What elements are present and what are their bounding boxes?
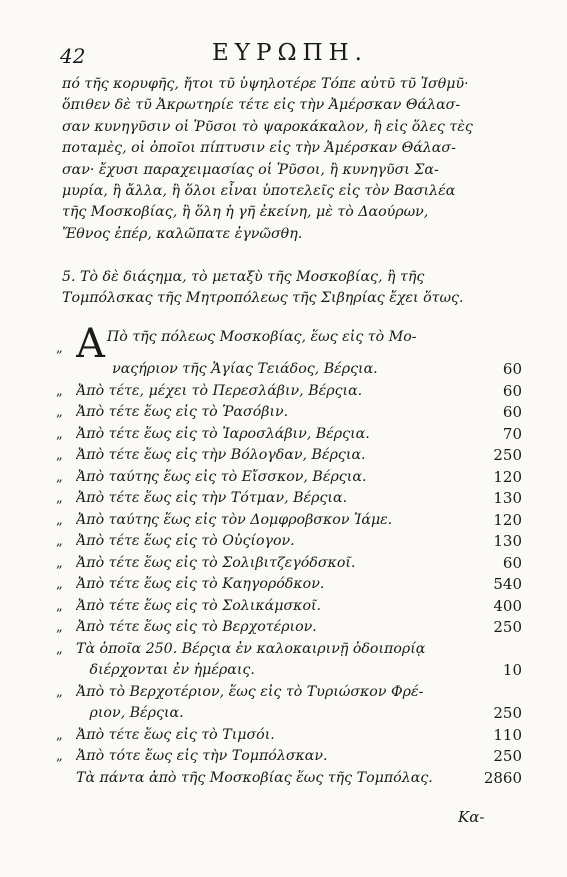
route-description: Ἀπὸ τέτε ἕως εἰς τὸ Τιμσόι. (76, 726, 275, 743)
route-text (76, 746, 476, 768)
itinerary-row (56, 596, 522, 618)
versts-value: 250 (493, 446, 522, 464)
route-text (76, 660, 476, 682)
versts-value: 250 (493, 747, 522, 765)
itinerary-row (56, 617, 522, 639)
prose-line: ὅπιθεν δὲ τῦ Ἀκρωτηρίε τέτε εἰς τὴν Ἀμέρσκαν Θάλασ- (62, 97, 461, 114)
versts-value: 60 (502, 403, 522, 421)
quote-mark: „ (56, 727, 63, 743)
quote-mark: „ (56, 340, 63, 356)
versts-value: 400 (493, 596, 522, 615)
quote-mark: „ (56, 512, 63, 528)
itinerary-row (56, 402, 522, 424)
itinerary-row (56, 381, 522, 403)
prose-line: σαν κυνηγῦσιν οἱ Ῥῦσοι τὸ ψαροκάκαλον, ἢ εἰς ὅλες τὲς (62, 118, 473, 135)
route-text (76, 488, 476, 510)
route-text (76, 402, 476, 424)
versts-value: 120 (493, 467, 522, 486)
versts-value: 60 (502, 553, 522, 572)
route-text (76, 639, 476, 661)
itinerary-row (56, 660, 522, 682)
quote-mark: „ (56, 555, 63, 571)
route-description: Ἀπὸ τέτε ἕως εἰς τὴν Βόλογδαν, Βέρςια. (76, 447, 366, 463)
quote-mark: „ (56, 491, 63, 506)
route-text (76, 596, 476, 618)
route-text (76, 467, 476, 489)
drop-cap: Α (76, 327, 105, 359)
route-description: Ἀπὸ τὸ Βερχοτέριον, ἕως εἰς τὸ Τυριώσκον Φρέ- (76, 683, 424, 700)
route-text (76, 327, 476, 359)
itinerary-row (56, 445, 522, 467)
heading-line: 5. Τὸ δὲ διάςημα, τὸ μεταξὺ τῆς Μοσκοβίας, ἢ τῆς (62, 269, 425, 285)
running-title: ΕΥΡΩΠΗ. (212, 40, 368, 66)
versts-value: 60 (502, 360, 522, 378)
versts-value: 250 (493, 618, 522, 636)
route-text (76, 682, 476, 704)
route-description: Τὰ πάντα ἀπὸ τῆς Μοσκοβίας ἕως τῆς Τομπόλας. (76, 769, 433, 786)
route-text (76, 531, 476, 553)
route-text (76, 725, 476, 747)
prose-line: σαν· ἔχυσι παραχειμασίας οἱ Ῥῦσοι, ἢ κυνηγῦσι Σα- (62, 161, 439, 178)
itinerary-row (56, 703, 522, 725)
quote-mark: „ (56, 383, 63, 399)
itinerary-row (56, 746, 522, 768)
route-description: Ἀπὸ τέτε ἕως εἰς τὸ Ῥασόβιν. (76, 404, 289, 420)
itinerary-row (56, 510, 522, 532)
itinerary-table (56, 327, 522, 789)
route-description: Ἀπὸ ταύτης ἕως εἰς τὸν Δομφροβσκον Ἰάμε. (76, 511, 393, 528)
prose-line: μυρία, ἢ ἄλλα, ἢ ὅλοι εἶναι ὑποτελεῖς εἰς τὸν Βασιλέα (62, 183, 456, 200)
page-number: 42 (60, 44, 86, 68)
route-description: Ἀπὸ τέτε ἕως εἰς τὸ Βερχοτέριον. (76, 619, 317, 635)
versts-value: 70 (502, 424, 522, 443)
quote-mark: „ (56, 448, 63, 463)
itinerary-row (56, 725, 522, 747)
versts-value: 120 (493, 510, 522, 529)
quote-mark: „ (56, 641, 63, 657)
route-description: Ἀπὸ τέτε, μέχει τὸ Περεσλάβιν, Βέρςια. (76, 382, 363, 399)
quote-mark: „ (56, 749, 63, 764)
route-text (76, 359, 476, 381)
section-heading (62, 267, 520, 310)
route-text (76, 424, 476, 446)
itinerary-row (56, 639, 522, 661)
route-text (76, 445, 476, 467)
versts-value: 250 (493, 704, 522, 722)
route-text (76, 381, 476, 403)
itinerary-row (56, 327, 522, 359)
route-text (76, 703, 476, 725)
quote-mark: „ (56, 577, 63, 592)
route-text (76, 768, 476, 790)
versts-value: 60 (502, 381, 522, 400)
route-description: ναςήριον τῆς Ἁγίας Τειάδος, Βέρςια. (76, 361, 378, 377)
route-description: Ἀπὸ τέτε ἕως εἰς τὸ Καηγορόδκον. (76, 576, 325, 592)
versts-value: 130 (493, 532, 522, 550)
versts-value: 110 (493, 725, 522, 744)
itinerary-row (56, 531, 522, 553)
quote-mark: „ (56, 598, 63, 614)
versts-value: 540 (493, 575, 522, 593)
prose-line: ποταμὲς, οἱ ὁποῖοι πίπτυσιν εἰς τὴν Ἀμέρσκαν Θάλασ- (62, 140, 456, 157)
route-description: Ἀπὸ τότε ἕως εἰς τὴν Τομπόλσκαν. (76, 748, 328, 764)
route-description: Ἀπὸ τέτε ἕως εἰς τὴν Τότμαν, Βέρςια. (76, 490, 348, 506)
route-text (76, 510, 476, 532)
versts-value: 130 (493, 489, 522, 507)
itinerary-row (56, 359, 522, 381)
prose-paragraph (62, 74, 520, 245)
itinerary-row (56, 553, 522, 575)
itinerary-row (56, 424, 522, 446)
itinerary-row (56, 467, 522, 489)
route-description: Ἀπὸ τέτε ἕως εἰς τὸ Οὐςίογον. (76, 533, 295, 549)
route-description: Ἀπὸ τέτε ἕως εἰς τὸ Σολικάμσκοῖ. (76, 597, 322, 614)
page-header (60, 40, 520, 70)
route-description: Τὰ ὁποῖα 250. Βέρςια ἐν καλοκαιρινῇ ὁδοιπορίᾳ (76, 640, 426, 657)
prose-line: Ἔθνος ἐπέρ, καλῶπατε ἐγνῶσθη. (62, 225, 303, 242)
route-text (76, 553, 476, 575)
route-description: Πὸ τῆς πόλεως Μοσκοβίας, ἕως εἰς τὸ Μο- (106, 329, 417, 345)
itinerary-row (56, 574, 522, 596)
route-description: ριον, Βέρςια. (76, 705, 184, 721)
route-description: Ἀπὸ ταύτης ἕως εἰς τὸ Εἴσσκον, Βέρςια. (76, 468, 367, 485)
prose-line: τῆς Μοσκοβίας, ἢ ὅλη ἡ γῆ ἐκείνη, μὲ τὸ Δαούρων, (62, 204, 429, 221)
quote-mark: „ (56, 684, 63, 700)
itinerary-row (56, 488, 522, 510)
route-description: Ἀπὸ τέτε ἕως εἰς τὸ Ἰαροσλάβιν, Βέρςια. (76, 425, 370, 442)
versts-value: 2860 (483, 768, 522, 787)
versts-value: 10 (502, 661, 522, 679)
route-text (76, 617, 476, 639)
catchword: Κα- (458, 808, 485, 826)
prose-line: πό τῆς κορυφῆς, ἤτοι τῦ ὑψηλοτέρε Τόπε αὐτῦ τῦ Ἰσθμῦ· (62, 76, 469, 92)
quote-mark: „ (56, 426, 63, 442)
route-text (76, 574, 476, 596)
quote-mark: „ (56, 469, 63, 485)
itinerary-row (56, 682, 522, 704)
route-description: Ἀπὸ τέτε ἕως εἰς τὸ Σολιβιτζεγόδσκοῖ. (76, 554, 356, 571)
quote-mark: „ (56, 620, 63, 635)
quote-mark: „ (56, 405, 63, 420)
route-description: διέρχονται ἐν ἡμέραις. (76, 662, 255, 678)
itinerary-row (56, 768, 522, 790)
heading-line: Τομπόλσκας τῆς Μητροπόλεως τῆς Σιβηρίας ἔχει ὅτως. (62, 290, 464, 307)
quote-mark: „ (56, 534, 63, 549)
